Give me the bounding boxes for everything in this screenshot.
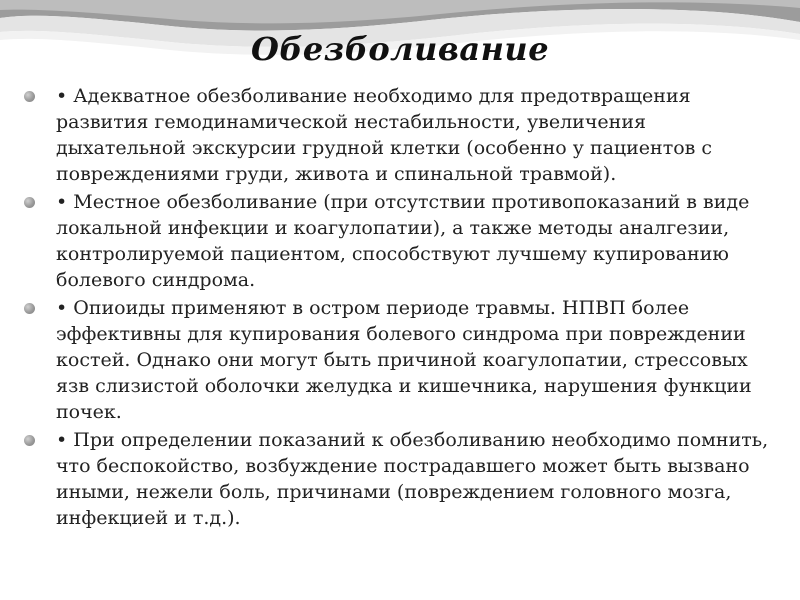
inline-bullet-glyph: •	[56, 85, 68, 107]
inline-bullet-glyph: •	[56, 191, 68, 213]
list-item	[24, 295, 776, 425]
bullet-list	[24, 83, 776, 533]
list-item-text	[56, 295, 776, 425]
item-4-text: При определении показаний к обезболиванию необходимо помнить, что беспокойство, возбуждение пострадавшего может быть вызвано иными, нежели боль, причинами (повреждением головного мозга, инфекцией и т.д.).	[56, 429, 769, 529]
list-item-text	[56, 83, 776, 187]
item-3-text: Опиоиды применяют в остром периоде травмы. НПВП более эффективны для купирования болевого синдрома при повреждении костей. Однако они могут быть причиной коагулопатии, стрессовых язв слизистой оболочки желудка и кишечника, нарушения функции почек.	[56, 297, 752, 423]
slide-title: Обезболивание	[250, 30, 550, 68]
inline-bullet-glyph: •	[56, 429, 68, 451]
list-item	[24, 427, 776, 531]
item-1-text: Адекватное обезболивание необходимо для предотвращения развития гемодинамической нестабильности, увеличения дыхательной экскурсии грудной клетки (особенно у пациентов с повреждениями груди, живота и спинальной травмой).	[56, 85, 713, 185]
list-item-text	[56, 189, 776, 293]
item-2-text: Местное обезболивание (при отсутствии противопоказаний в виде локальной инфекции и коагулопатии), а также методы аналгезии, контролируемой пациентом, способствуют лучшему купированию болевого синдрома.	[56, 191, 750, 291]
bullet-dot-icon	[24, 303, 35, 314]
bullet-dot-icon	[24, 197, 35, 208]
list-item-text	[56, 427, 776, 531]
list-item	[24, 83, 776, 187]
bullet-dot-icon	[24, 435, 35, 446]
list-item	[24, 189, 776, 293]
inline-bullet-glyph: •	[56, 297, 68, 319]
bullet-dot-icon	[24, 91, 35, 102]
